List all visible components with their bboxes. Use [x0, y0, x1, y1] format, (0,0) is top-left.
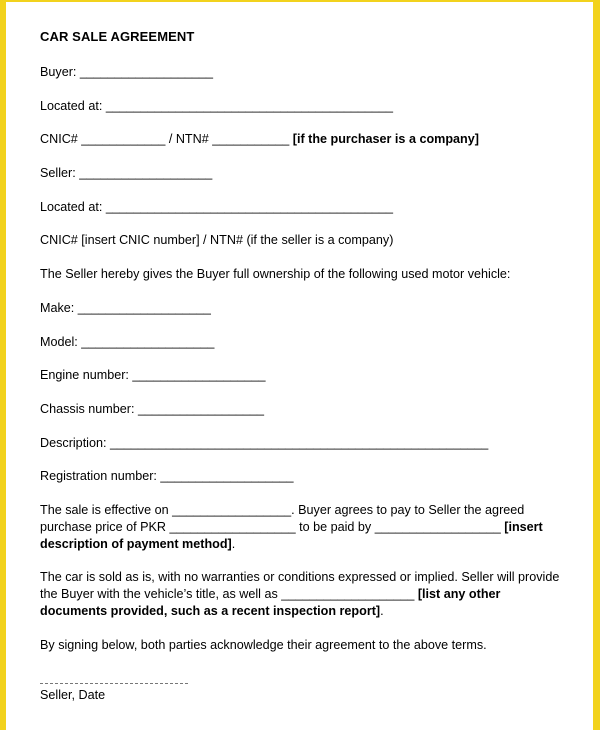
sale-line-2-text: purchase price of PKR __________________ to be paid by __________________	[40, 520, 505, 534]
document-title: CAR SALE AGREEMENT	[40, 29, 195, 44]
document-page	[6, 2, 593, 730]
acknowledgement-text: By signing below, both parties acknowledge their agreement to the above terms.	[40, 638, 487, 652]
asis-paragraph-line-3	[40, 603, 384, 620]
signature-line	[40, 683, 188, 684]
sale-paragraph-line-2	[40, 519, 543, 536]
model-field: Model: ___________________	[40, 335, 215, 349]
sale-line-3-end: .	[231, 537, 236, 551]
sale-line-3-bold: description of payment method]	[40, 537, 232, 551]
sale-line-2-bold: [insert	[504, 520, 543, 534]
buyer-cnic-text: CNIC# ____________ / NTN# ___________	[40, 132, 293, 146]
sale-paragraph-line-1: The sale is effective on _________________. Buyer agrees to pay to Seller the agreed	[40, 503, 525, 517]
asis-line-3-bold: documents provided, such as a recent inspection report]	[40, 604, 381, 618]
buyer-field: Buyer: ___________________	[40, 65, 213, 79]
seller-cnic-field: CNIC# [insert CNIC number] / NTN# (if the seller is a company)	[40, 233, 394, 247]
description-field: Description: ______________________________________________________	[40, 436, 489, 450]
ownership-statement: The Seller hereby gives the Buyer full ownership of the following used motor vehicle:	[40, 267, 511, 281]
asis-line-3-end: .	[380, 604, 384, 618]
seller-location-field: Located at: _________________________________________	[40, 200, 393, 214]
asis-line-2-text: the Buyer with the vehicle’s title, as well as ___________________	[40, 587, 418, 601]
registration-number-field: Registration number: ___________________	[40, 469, 294, 483]
seller-field: Seller: ___________________	[40, 166, 213, 180]
chassis-number-field: Chassis number: __________________	[40, 402, 265, 416]
signature-label: Seller, Date	[40, 688, 106, 702]
asis-line-2-bold: [list any other	[417, 587, 501, 601]
buyer-location-field: Located at: _________________________________________	[40, 99, 393, 113]
sale-paragraph-line-3	[40, 536, 235, 553]
buyer-cnic-note: [if the purchaser is a company]	[292, 132, 479, 146]
buyer-cnic-field	[40, 131, 479, 148]
make-field: Make: ___________________	[40, 301, 211, 315]
engine-number-field: Engine number: ___________________	[40, 368, 266, 382]
asis-paragraph-line-1: The car is sold as is, with no warranties or conditions expressed or implied. Seller will provide	[40, 570, 560, 584]
asis-paragraph-line-2	[40, 586, 500, 603]
